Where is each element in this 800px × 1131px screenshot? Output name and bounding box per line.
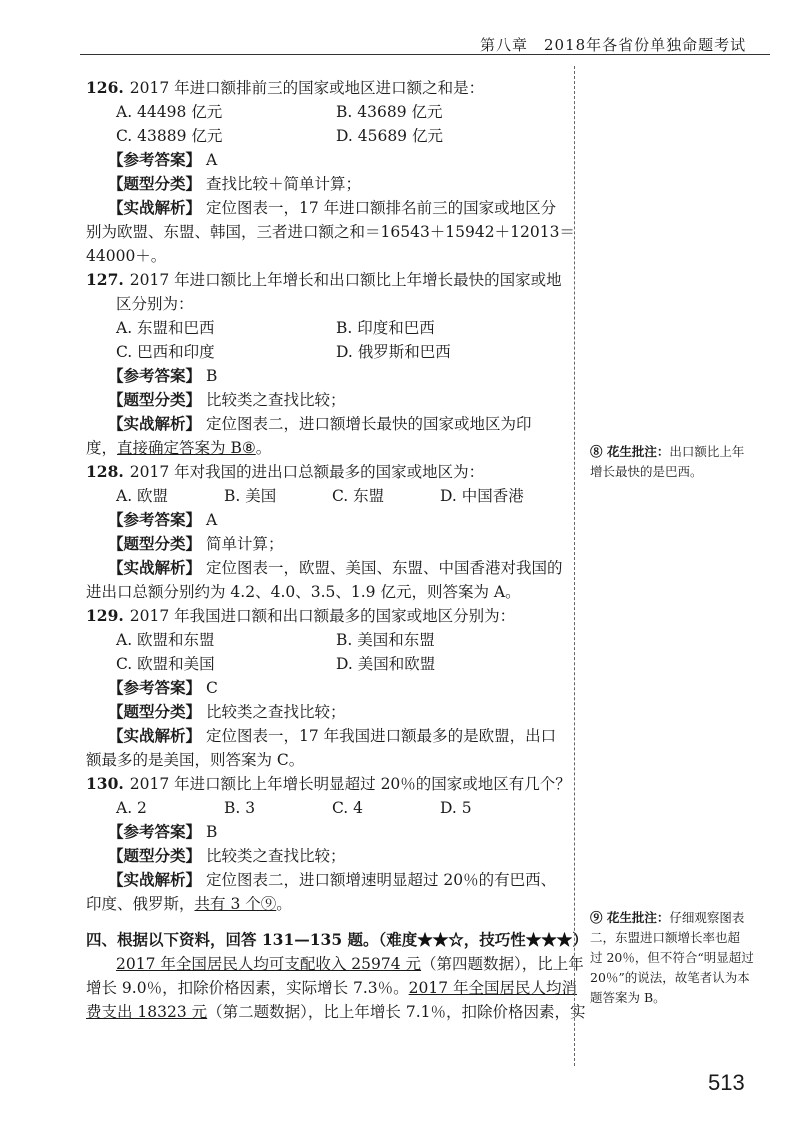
section-heading-mid: ，技巧性: [463, 930, 526, 949]
analysis-text: 印度、俄罗斯，: [86, 895, 195, 913]
running-header: 第八章 2018年各省份单独命题考试: [480, 36, 747, 54]
type-value: 比较类之查找比较；: [205, 391, 346, 409]
note-title: ⑨ 花生批注：: [590, 910, 670, 925]
question-stem: 2017 年进口额排前三的国家或地区进口额之和是：: [129, 79, 485, 97]
option-d: D. 美国和欧盟: [336, 655, 436, 673]
analysis-text: 44000＋。: [86, 247, 167, 265]
analysis-label: 【实战解析】: [108, 558, 202, 577]
answer-value: C: [205, 679, 218, 697]
note-title: ⑧ 花生批注：: [590, 444, 670, 459]
option-b: B. 美国: [224, 487, 277, 505]
answer-value: A: [205, 151, 218, 169]
margin-note-9: [590, 908, 765, 1008]
skill-stars: ★★★: [525, 930, 573, 949]
note-line: 出口额比上年: [669, 444, 745, 459]
option-d: D. 俄罗斯和巴西: [336, 343, 451, 361]
header-rule: [80, 54, 770, 55]
type-label: 【题型分类】: [108, 846, 202, 865]
analysis-underlined: 共有 3 个⑨: [194, 895, 277, 913]
page-number: 513: [708, 1070, 745, 1095]
main-column: [86, 76, 588, 1024]
option-a: A. 欧盟: [116, 487, 169, 505]
question-number: 128.: [86, 462, 124, 481]
analysis-text: 进出口总额分别约为 4.2、4.0、3.5、1.9 亿元，则答案为 A。: [86, 583, 521, 601]
note-line: 过 20％，但不符合“明显超过: [590, 950, 754, 965]
option-b: B. 43689 亿元: [336, 103, 443, 121]
option-d: D. 中国香港: [440, 487, 524, 505]
margin-note-8: [590, 442, 765, 482]
option-a: A. 2: [116, 799, 147, 817]
option-c: C. 欧盟和美国: [116, 655, 215, 673]
type-value: 比较类之查找比较；: [205, 703, 346, 721]
material-text: （第二题数据），比上年增长 7.1％，扣除价格因素，实: [207, 1003, 586, 1021]
answer-label: 【参考答案】: [108, 510, 202, 529]
answer-value: B: [205, 823, 218, 841]
option-c: C. 43889 亿元: [116, 127, 223, 145]
analysis-text: 度，: [86, 439, 118, 457]
type-label: 【题型分类】: [108, 174, 202, 193]
analysis-underlined: 直接确定答案为 B⑧: [117, 439, 256, 457]
answer-label: 【参考答案】: [108, 150, 202, 169]
analysis-label: 【实战解析】: [108, 870, 202, 889]
note-line: 仔细观察图表: [669, 910, 745, 925]
answer-label: 【参考答案】: [108, 822, 202, 841]
analysis-text: 定位图表二，进口额增速明显超过 20％的有巴西、: [205, 871, 557, 889]
question-stem: 2017 年进口额比上年增长明显超过 20％的国家或地区有几个？: [129, 775, 571, 793]
material-underlined: 2017 年全国居民人均消: [408, 979, 578, 997]
material-text: 增长 9.0％，扣除价格因素，实际增长 7.3％。: [86, 979, 409, 997]
note-line: 二，东盟进口额增长率也超: [590, 930, 741, 945]
answer-label: 【参考答案】: [108, 678, 202, 697]
section-heading-close: ）: [572, 930, 588, 949]
analysis-text: 别为欧盟、东盟、韩国，三者进口额之和＝16543＋15942＋12013＝: [86, 223, 575, 241]
analysis-text: 定位图表二，进口额增长最快的国家或地区为印: [205, 415, 532, 433]
analysis-text: 。: [255, 439, 272, 457]
analysis-label: 【实战解析】: [108, 414, 202, 433]
option-a: A. 东盟和巴西: [116, 319, 215, 337]
analysis-label: 【实战解析】: [108, 726, 202, 745]
analysis-text: 定位图表一，17 年我国进口额最多的是欧盟，出口: [205, 727, 557, 745]
option-b: B. 3: [224, 799, 256, 817]
answer-value: A: [205, 511, 218, 529]
margin-divider: [574, 66, 575, 1066]
analysis-text: 定位图表一，欧盟、美国、东盟、中国香港对我国的: [205, 559, 563, 577]
option-b: B. 美国和东盟: [336, 631, 435, 649]
section-heading: 四、根据以下资料，回答 131—135 题。（难度: [86, 930, 418, 949]
material-text: （第四题数据），比上年: [421, 955, 584, 973]
question-number: 130.: [86, 774, 124, 793]
option-c: C. 4: [332, 799, 364, 817]
question-number: 129.: [86, 606, 124, 625]
material-underlined: 2017 年全国居民人均可支配收入 25974 元: [116, 955, 422, 973]
note-line: 20％”的说法，故笔者认为本: [590, 970, 750, 985]
option-d: D. 45689 亿元: [336, 127, 443, 145]
question-stem: 2017 年我国进口额和出口额最多的国家或地区分别为：: [129, 607, 516, 625]
note-line: 题答案为 B。: [590, 990, 666, 1005]
option-a: A. 44498 亿元: [116, 103, 223, 121]
type-label: 【题型分类】: [108, 534, 202, 553]
type-value: 比较类之查找比较；: [205, 847, 346, 865]
answer-label: 【参考答案】: [108, 366, 202, 385]
option-c: C. 东盟: [332, 487, 385, 505]
analysis-text: 定位图表一，17 年进口额排名前三的国家或地区分: [205, 199, 557, 217]
material-underlined: 费支出 18323 元: [86, 1003, 208, 1021]
option-c: C. 巴西和印度: [116, 343, 215, 361]
type-value: 查找比较＋简单计算；: [205, 175, 361, 193]
option-d: D. 5: [440, 799, 472, 817]
type-label: 【题型分类】: [108, 390, 202, 409]
type-label: 【题型分类】: [108, 702, 202, 721]
analysis-label: 【实战解析】: [108, 198, 202, 217]
question-number: 127.: [86, 270, 124, 289]
option-a: A. 欧盟和东盟: [116, 631, 215, 649]
question-stem: 2017 年对我国的进出口总额最多的国家或地区为：: [129, 463, 485, 481]
type-value: 简单计算；: [205, 535, 284, 553]
note-line: 增长最快的是巴西。: [590, 464, 703, 479]
question-stem: 2017 年进口额比上年增长和出口额比上年增长最快的国家或地: [129, 271, 562, 289]
analysis-text: 。: [276, 895, 292, 913]
analysis-text: 额最多的是美国，则答案为 C。: [86, 751, 305, 769]
question-stem: 区分别为：: [116, 295, 194, 313]
question-number: 126.: [86, 78, 124, 97]
answer-value: B: [205, 367, 218, 385]
difficulty-stars: ★★☆: [417, 930, 464, 949]
option-b: B. 印度和巴西: [336, 319, 435, 337]
